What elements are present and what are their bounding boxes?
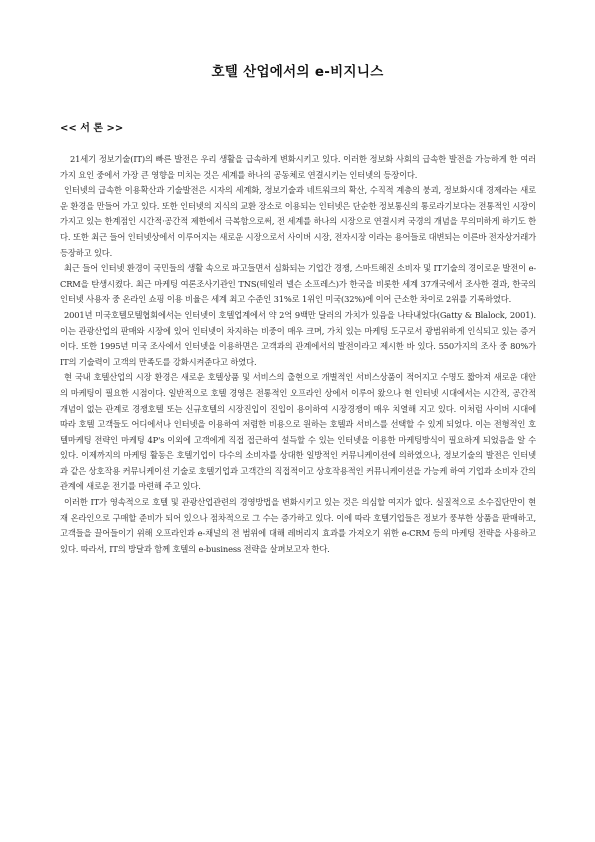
paragraph: 이러한 IT가 영속적으로 호텔 및 관광산업관련의 경영방법을 변화시키고 있는 것은 의심할 여지가 없다. 실질적으로 소수집단만이 현재 온라인으로 구매할 준비가 되어 있으나 점차적으로 그 수는 증가하고 있다. 이에 따라 호텔기업들은 정보가 풍부한 상품을 판매하고, 고객들을 끌어들이기 위해 오프라인과 e-채널의 전 범위에 대해 레버리지 효과를 가져오기 위한 e-CRM 등의 마케팅 전략을 사용하고 있다. 따라서, IT의 방달과 함께 호텔의 e-business 전략을 살펴보고자 한다. xyxy=(60,497,536,554)
paragraph: 2001년 미국호텔모텔협회에서는 인터넷이 호텔업계에서 약 2억 9백만 달러의 가치가 있음을 나타내었다(Gatty & Blalock, 2001). 이는 관광산업의 판매와 시장에 있어 인터넷이 차지하는 비중이 매우 크며, 가치 있는 마케팅 도구로서 광범위하게 인식되고 있는 증거이다. 또한 1995년 미국 조사에서 인터넷을 이용하면은 고객과의 관계에서의 발전이라고 제시한 바 있다. 550가지의 조사 중 80%가 IT의 기술력이 고객의 만족도를 강화시켜준다고 하였다. xyxy=(60,309,536,367)
section-heading: << 서 론 >> xyxy=(60,123,124,134)
paragraph: 21세기 정보기술(IT)의 빠른 발전은 우리 생활을 급속하게 변화시키고 있다. 이러한 정보화 사회의 급속한 발전을 가능하게 한 여러 가지 요인 중에서 가장 큰 영향을 미치는 것은 세계를 하나의 공동체로 연결시키는 인터넷의 등장이다. xyxy=(60,154,536,180)
paragraph: 현 국내 호텔산업의 시장 환경은 새로운 호텔상품 및 서비스의 출현으로 개별적인 서비스상품이 적어지고 수명도 짧아져 새로운 대안의 마케팅이 필요한 시점이다. 일반적으로 호텔 경영은 전통적인 오프라인 상에서 이루어 왔으나 현 인터넷 시대에서는 시간적, 공간적 개념이 없는 관계로 경쟁호텔 또는 신규호텔의 시장진입이 진입이 용이하여 시장경쟁이 매우 치열해 지고 있다. 이처럼 사이버 시대에 따라 호텔 고객들도 어디에서나 인터넷을 이용하여 저렴한 비용으로 원하는 호텔과 서비스를 선택할 수 있게 되었다. 이는 전형적인 호텔마케팅 전략인 마케팅 4P's 이외에 고객에게 직접 접근하여 설득할 수 있는 인터넷을 이용한 마케팅방식이 필요하게 되었음을 알 수 있다. 이제까지의 마케팅 활동은 호텔기업이 다수의 소비자를 상대한 일방적인 커뮤니케이션에 의하였으나, 정보기술의 발전은 인터넷과 같은 상호작용 커뮤니케이션 기술로 호텔기업과 고객간의 직접적이고 상호작용적인 커뮤니케이션을 가능케 하여 기업과 소비자 간의 관계에 새로운 전기를 마련해 주고 있다. xyxy=(60,372,536,492)
paragraph: 인터넷의 급속한 이용확산과 기술발전은 시자의 세계화, 정보기술과 네트워크의 확산, 수직적 계층의 붕괴, 정보화시대 경제라는 새로운 환경을 만들어 가고 있다. 또한 인터넷의 지식의 교환 장소로 이용되는 인터넷은 단순한 정보통신의 통로라기보다는 전통적인 시장이 가지고 있는 한계점인 시간적·공간적 제한에서 극복함으로써, 전 세계를 하나의 시장으로 연결시켜 국경의 개념을 무의미하게 하기도 한다. 또한 최근 들어 인터넷상에서 이루어지는 새로운 시장으로서 사이버 시장, 전자시장 이라는 용어들로 대변되는 이른바 전자상거래가 등장하고 있다. xyxy=(60,185,536,258)
paragraph: 최근 들어 인터넷 환경이 국민들의 생활 속으로 파고들면서 심화되는 기업간 경쟁, 스마트해진 소비자 및 IT기술의 경이로운 발전이 e-CRM을 탄생시켰다. 최근 마케팅 여론조사기관인 TNS(테일러 넬슨 소프레스)가 한국을 비롯한 세계 37개국에서 조사한 결과, 한국의 인터넷 사용자 중 온라인 쇼핑 이용 비율은 세계 최고 수준인 31%로 1위인 미국(32%)에 이어 근소한 차이로 2위를 기록하였다. xyxy=(60,263,536,305)
document-title: 호텔 산업에서의 e-비지니스 xyxy=(211,64,384,80)
body-text xyxy=(60,152,536,557)
